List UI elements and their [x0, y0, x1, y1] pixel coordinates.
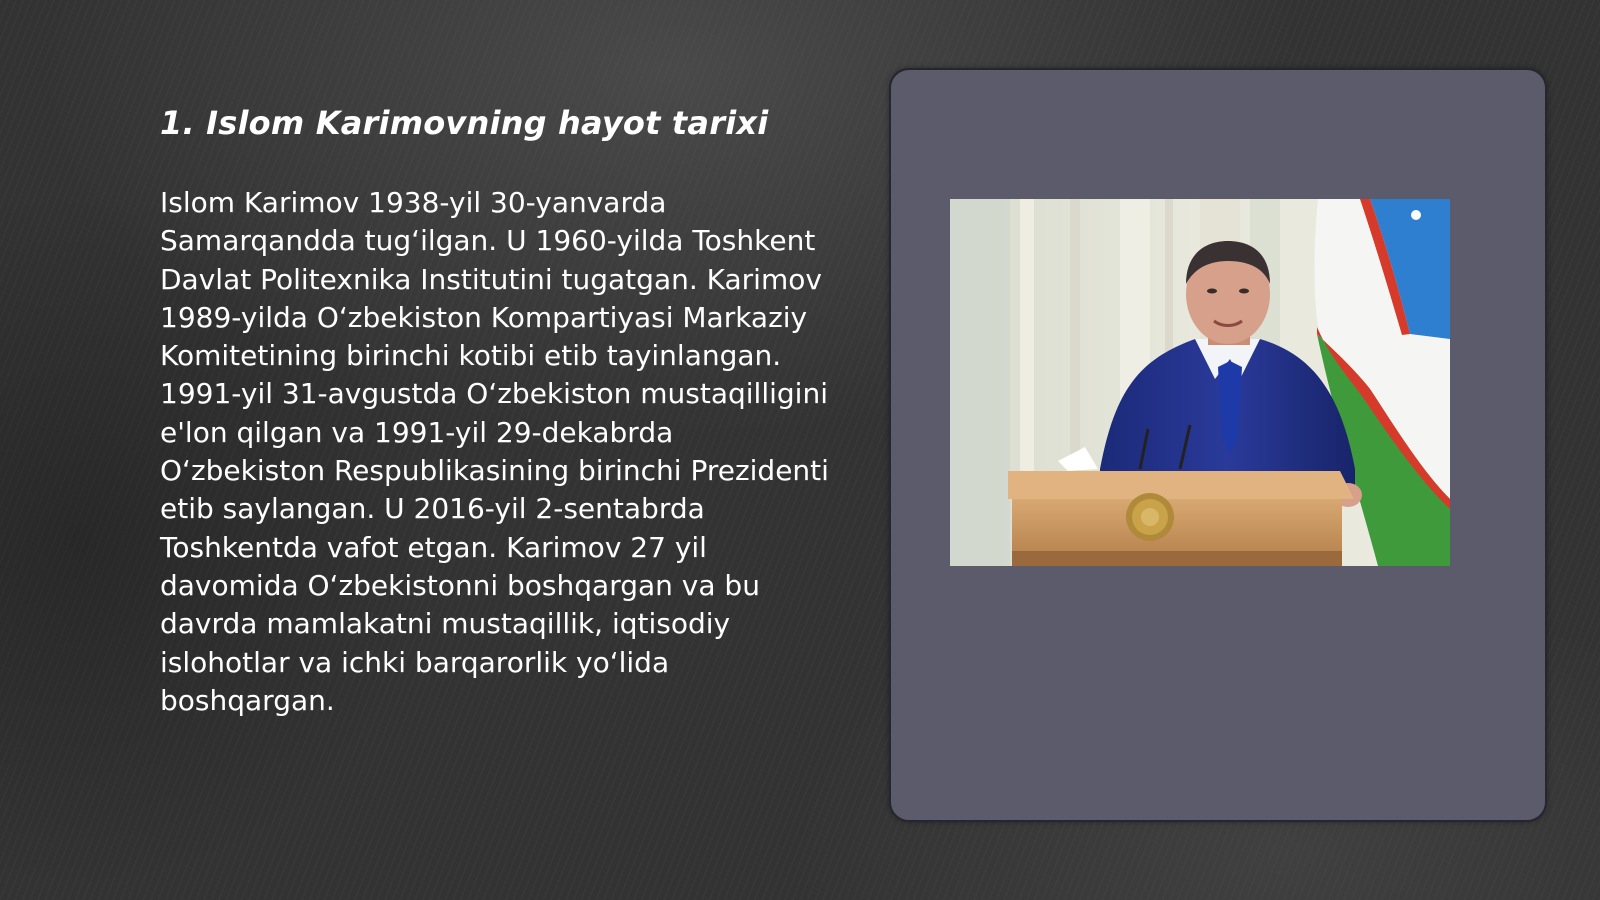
- speaker-photo: [950, 199, 1450, 566]
- slide-title: 1. Islom Karimovning hayot tarixi: [160, 104, 769, 142]
- image-frame: [889, 68, 1547, 822]
- slide-body-text: Islom Karimov 1938-yil 30-yanvarda Samarqandda tug‘ilgan. U 1960-yilda Toshkent Davlat Politexnika Institutini tugatgan. Karimov 1989-yilda O‘zbekiston Kompartiyasi Markaziy Komitetining birinchi kotibi etib tayinlangan. 1991-yil 31-avgustda O‘zbekiston mustaqilligini e'lon qilgan va 1991-yil 29-dekabrda O‘zbekiston Respublikasining birinchi Prezidenti etib saylangan. U 2016-yil 2-sentabrda Toshkentda vafot etgan. Karimov 27 yil davomida O‘zbekistonni boshqargan va bu davrda mamlakatni mustaqillik, iqtisodiy islohotlar va ichki barqarorlik yo‘lida boshqargan.: [160, 186, 829, 717]
